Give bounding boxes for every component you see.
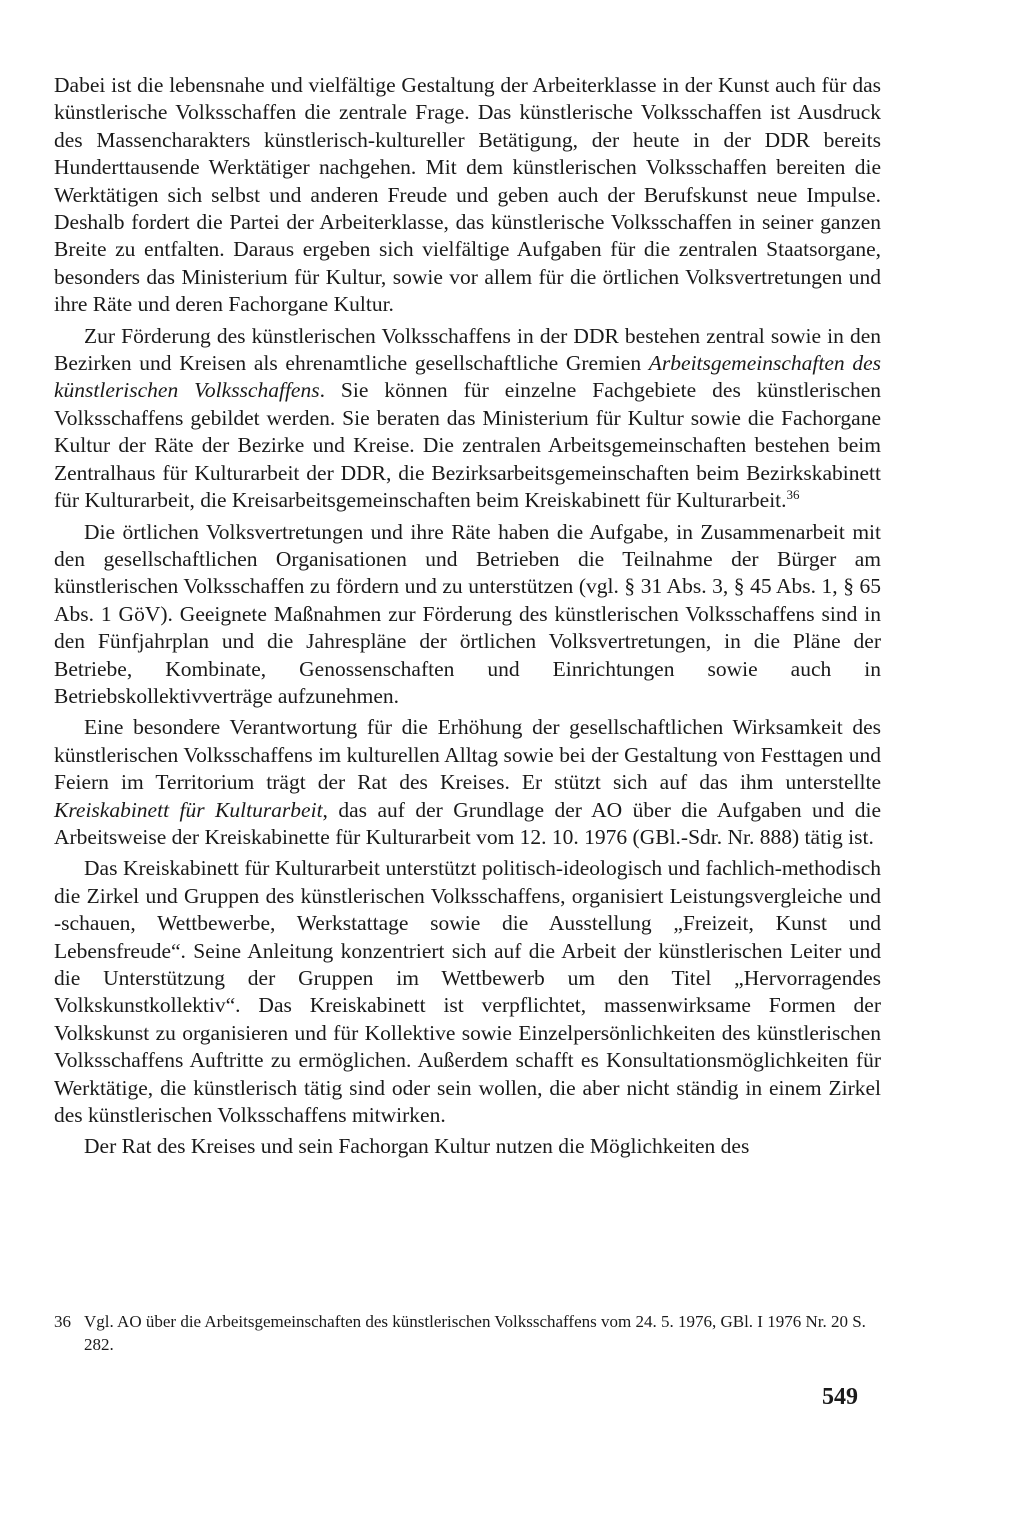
text-segment: Dabei ist die lebensnahe und vielfältige Gestaltung der Arbeiterklasse in der Kunst auch für das künstlerische Volksschaffen die zentrale Frage. Das künstlerische Volksschaffen ist Ausdruck des Massencharakters künstlerisch-kultureller Betätigung, der heute in der DDR bereits Hunderttausende Werktätiger nachgehen. Mit dem künstlerischen Volksschaffen bereiten die Werktätigen sich selbst und anderen Freude und geben auch der Berufskunst neue Impulse. Deshalb fordert die Partei der Arbeiterklasse, das künstlerische Volksschaffen in seiner ganzen Breite zu entfalten. Daraus ergeben sich vielfältige Aufgaben für die zentralen Staatsorgane, besonders das Ministerium für Kultur, sowie vor allem für die örtlichen Volksvertretungen und ihre Räte und deren Fachorgane Kultur.	[54, 73, 881, 317]
italic-term: Kreiskabinett für Kulturarbeit	[54, 797, 323, 822]
paragraph-2	[54, 323, 881, 515]
paragraph-4	[54, 714, 881, 851]
italic-term: Arbeitsgemeinschaften des künstlerischen Volksschaffens	[54, 351, 881, 403]
paragraph-3	[54, 519, 881, 711]
paragraph-5	[54, 855, 881, 1129]
footnote-reference: 36	[786, 486, 800, 502]
text-segment: Eine besondere Verantwortung für die Erhöhung der gesellschaftlichen Wirksamkeit des künstlerischen Volksschaffens im kulturellen Alltag sowie bei der Gestaltung von Festtagen und Feiern im Territorium trägt der Rat des Kreises. Er stützt sich auf das ihm unterstellte	[54, 715, 881, 795]
text-segment: Das Kreiskabinett für Kulturarbeit unterstützt politisch-ideologisch und fachlich-methodisch die Zirkel und Gruppen des künstlerischen Volksschaffens, organisiert Leistungsvergleiche und -schauen, Wettbewerbe, Werkstattage sowie die Ausstellung „Freizeit, Kunst und Lebensfreude“. Seine Anleitung konzentriert sich auf die Arbeit der künstlerischen Leiter und die Unterstützung der Gruppen im Wettbewerb um den Titel „Hervorragendes Volkskunstkollektiv“. Das Kreiskabinett ist verpflichtet, massenwirksame Formen der Volkskunst zu organisieren und für Kollektive sowie Einzelpersönlichkeiten des künstlerischen Volksschaffens Auftritte zu ermöglichen. Außerdem schafft es Konsultationsmöglichkeiten für Werktätige, die künstlerisch tätig sind oder sein wollen, die aber nicht ständig in einem Zirkel des künstlerischen Volksschaffens mitwirken.	[54, 856, 881, 1128]
body-text	[54, 72, 881, 1165]
text-segment: . Sie können für einzelne Fachgebiete des künstlerischen Volksschaffens gebildet werden. Sie beraten das Ministerium für Kultur sowie die Fachorgane Kultur der Räte der Bezirke und Kreise. Die zentralen Arbeitsgemeinschaften bestehen beim Zentralhaus für Kulturarbeit der DDR, die Bezirksarbeitsgemeinschaften beim Bezirkskabinett für Kulturarbeit, die Kreisarbeitsgemeinschaften beim Kreiskabinett für Kulturarbeit.	[54, 378, 881, 513]
text-segment: , das auf der Grundlage der AO über die Aufgaben und die Arbeitsweise der Kreiskabinette für Kulturarbeit vom 12. 10. 1976 (GBl.-Sdr. Nr. 888) tätig ist.	[54, 797, 881, 849]
paragraph-6	[54, 1133, 881, 1160]
paragraph-1	[54, 72, 881, 319]
footnotes	[54, 1310, 881, 1356]
text-segment: Der Rat des Kreises und sein Fachorgan Kultur nutzen die Möglichkeiten des	[84, 1134, 750, 1159]
text-segment: Die örtlichen Volksvertretungen und ihre Räte haben die Aufgabe, in Zusammenarbeit mit den gesellschaftlichen Organisationen und Betrieben die Teilnahme der Bürger am künstlerischen Volksschaffen zu fördern und zu unterstützen (vgl. § 31 Abs. 3, § 45 Abs. 1, § 65 Abs. 1 GöV). Geeignete Maßnahmen zur Förderung des künstlerischen Volksschaffens sind in den Fünfjahrplan und die Jahrespläne der örtlichen Volksvertretungen, in die Pläne der Betriebe, Kombinate, Genossenschaften und Einrichtungen sowie auch in Betriebskollektivverträge aufzunehmen.	[54, 519, 881, 708]
footnote-text: Vgl. AO über die Arbeitsgemeinschaften des künstlerischen Volksschaffens vom 24. 5. 1976, GBl. I 1976 Nr. 20 S. 282.	[84, 1312, 866, 1354]
page-number: 549	[822, 1384, 858, 1410]
text-segment: Zur Förderung des künstlerischen Volksschaffens in der DDR bestehen zentral sowie in den Bezirken und Kreisen als ehrenamtliche gesellschaftliche Gremien	[54, 323, 881, 376]
footnote-number: 36	[54, 1312, 71, 1331]
footnote	[54, 1310, 881, 1356]
